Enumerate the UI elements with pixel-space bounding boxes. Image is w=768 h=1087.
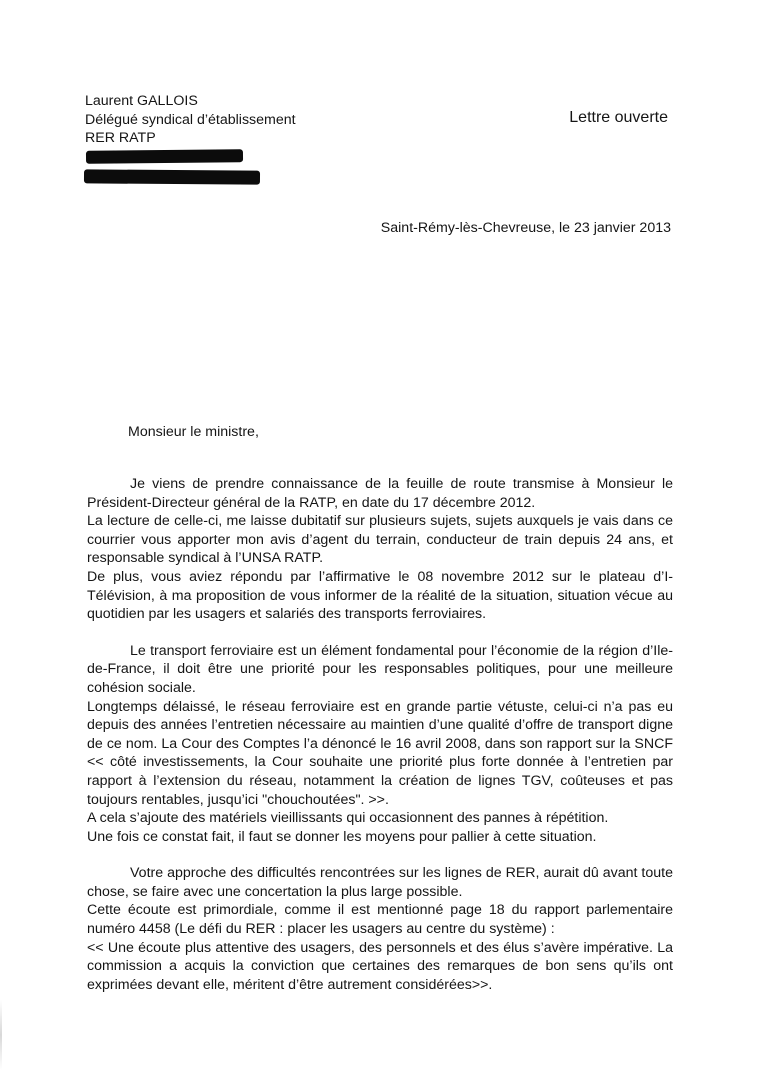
redaction-bar <box>84 169 260 184</box>
redaction-bar <box>86 149 243 164</box>
scan-edge-mark <box>0 1000 2 1070</box>
place-and-date: Saint-Rémy-lès-Chevreuse, le 23 janvier 2013 <box>380 220 671 236</box>
paragraph: Le transport ferroviaire est un élément fondamental pour l’économie de la région d’Ile-de-France, il doit être une priorité pour les responsables politiques, pour une meilleure cohésion sociale. <box>87 642 673 696</box>
sender-organization: RER RATP <box>85 130 156 146</box>
sender-role: Délégué syndical d’établissement <box>85 111 296 128</box>
paragraph: A cela s’ajoute des matériels vieillissants qui occasionnent des pannes à répétition. <box>87 810 609 827</box>
sender-name: Laurent GALLOIS <box>85 93 198 109</box>
paragraph: << Une écoute plus attentive des usagers, des personnels et des élus s’avère impérative. La commission a acquis la conviction que certaines des remarques de bon sens qu’ils ont exprimées devant elle, méritent d’être autrement considérées>>. <box>87 939 673 993</box>
paragraph: Cette écoute est primordiale, comme il est mentionné page 18 du rapport parlementaire numéro 4458 (Le défi du RER : placer les usagers au centre du système) : <box>87 902 673 938</box>
paragraph: Je viens de prendre connaissance de la feuille de route transmise à Monsieur le Président-Directeur général de la RATP, en date du 17 décembre 2012. <box>87 476 673 511</box>
paragraph-gap <box>87 846 673 864</box>
letter-kind: Lettre ouverte <box>569 109 668 126</box>
paragraph: De plus, vous aviez répondu par l’affirmative le 08 novembre 2012 sur le plateau d’I-Télévision, à ma proposition de vous informer de la réalité de la situation, situation vécue au quotidien par les usagers et salariés des transports ferroviaires. <box>87 568 673 623</box>
paragraph: Longtemps délaissé, le réseau ferroviaire est en grande partie vétuste, celui-ci n’a pas eu depuis des années l’entretien nécessaire au maintien d’une qualité d’offre de transport digne de ce nom. La Cour des Comptes l’a dénoncé le 16 avril 2008, dans son rapport sur la SNCF << côté investissements, la Cour souhaite une priorité plus forte donnée à l’entretien par rapport à l’extension du réseau, notamment la création de lignes TGV, coûteuses et pas toujours rentables, jusqu’ici "chouchoutées". >>. <box>87 698 673 808</box>
sender-block <box>85 92 296 148</box>
paragraph: Votre approche des difficultés rencontrées sur les lignes de RER, aurait dû avant toute chose, se faire avec une concertation la plus large possible. <box>87 865 673 900</box>
salutation: Monsieur le ministre, <box>128 424 259 440</box>
letter-body <box>87 475 673 994</box>
paragraph-gap <box>87 624 673 642</box>
paragraph: Une fois ce constat fait, il faut se donner les moyens pour pallier à cette situation. <box>87 828 597 845</box>
paragraph: La lecture de celle-ci, me laisse dubitatif sur plusieurs sujets, sujets auxquels je vais dans ce courrier vous apporter mon avis d’agent du terrain, conducteur de train depuis 24 ans, et responsable syndical à l’UNSA RATP. <box>87 513 673 567</box>
